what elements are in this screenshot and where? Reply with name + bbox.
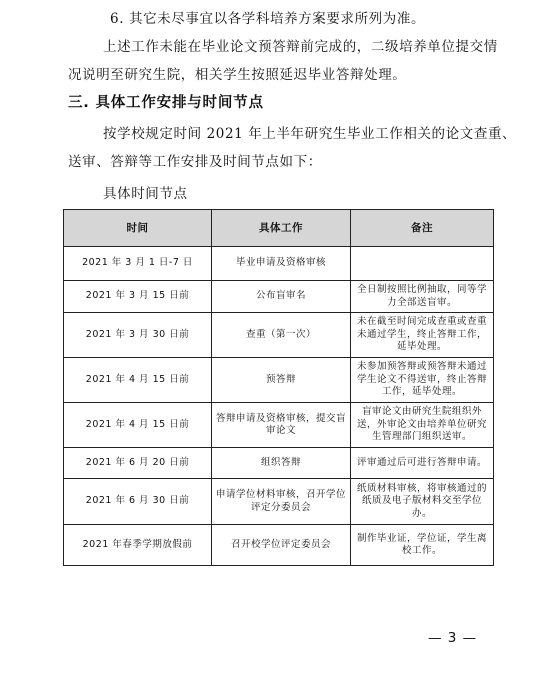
cell-note: 纸质材料审核，将审核通过的纸质及电子版材料交至学位办。 — [351, 479, 494, 525]
table-row — [64, 448, 494, 479]
cell-work: 查重（第一次） — [212, 313, 351, 358]
cell-note: 制作毕业证，学位证，学生离校工作。 — [351, 525, 494, 566]
table-row — [64, 525, 494, 566]
cell-time: 2021 年 3 月 30 日前 — [64, 313, 212, 358]
cell-time: 2021 年 4 月 15 日前 — [64, 358, 212, 403]
cell-work: 公布盲审名 — [212, 281, 351, 313]
table-row — [64, 358, 494, 403]
header-work: 具体工作 — [212, 210, 351, 247]
intro-line-2: 送审、答辩等工作安排及时间节点如下： — [68, 154, 322, 170]
note-line-1: 上述工作未能在毕业论文预答辩前完成的，二级培养单位提交情 — [103, 39, 498, 55]
cell-work: 组织答辩 — [212, 448, 351, 479]
note-line-2: 况说明至研究生院，相关学生按照延迟毕业答辩处理。 — [68, 67, 407, 83]
cell-time: 2021 年 3 月 15 日前 — [64, 281, 212, 313]
cell-work: 毕业申请及资格审核 — [212, 247, 351, 281]
table-row — [64, 403, 494, 448]
schedule-table — [63, 209, 494, 566]
item-6-text: 6. 其它未尽事宜以各学科培养方案要求所列为准。 — [110, 11, 426, 27]
cell-work: 召开校学位评定委员会 — [212, 525, 351, 566]
cell-note: 评审通过后可进行答辩申请。 — [351, 448, 494, 479]
header-time: 时间 — [64, 210, 212, 247]
table-row — [64, 313, 494, 358]
cell-note: 盲审论文由研究生院组织外送，外审论文由培养单位研究生管理部门组织送审。 — [351, 403, 494, 448]
table-caption: 具体时间节点 — [103, 186, 188, 202]
intro-line-1: 按学校规定时间 2021 年上半年研究生毕业工作相关的论文查重、 — [103, 126, 517, 142]
cell-time: 2021 年 3 月 1 日-7 日 — [64, 247, 212, 281]
page-number: — 3 — — [428, 630, 478, 646]
cell-work: 预答辩 — [212, 358, 351, 403]
cell-time: 2021 年春季学期放假前 — [64, 525, 212, 566]
cell-note: 未参加预答辩或预答辩未通过学生论文不得送审，终止答辩工作，延毕处理。 — [351, 358, 494, 403]
table-header-row — [64, 210, 494, 247]
table-row — [64, 281, 494, 313]
cell-note: 未在截至时间完成查重或查重未通过学生，终止答辩工作，延毕处理。 — [351, 313, 494, 358]
table-row — [64, 479, 494, 525]
table-row — [64, 247, 494, 281]
cell-time: 2021 年 6 月 30 日前 — [64, 479, 212, 525]
cell-work: 申请学位材料审核，召开学位评定分委员会 — [212, 479, 351, 525]
section-3-heading: 三. 具体工作安排与时间节点 — [68, 95, 264, 111]
cell-time: 2021 年 4 月 15 日前 — [64, 403, 212, 448]
cell-note: 全日制按照比例抽取，同等学力全部送盲审。 — [351, 281, 494, 313]
header-note: 备注 — [351, 210, 494, 247]
cell-note — [351, 247, 494, 281]
cell-time: 2021 年 6 月 20 日前 — [64, 448, 212, 479]
cell-work: 答辩申请及资格审核，提交盲审论文 — [212, 403, 351, 448]
